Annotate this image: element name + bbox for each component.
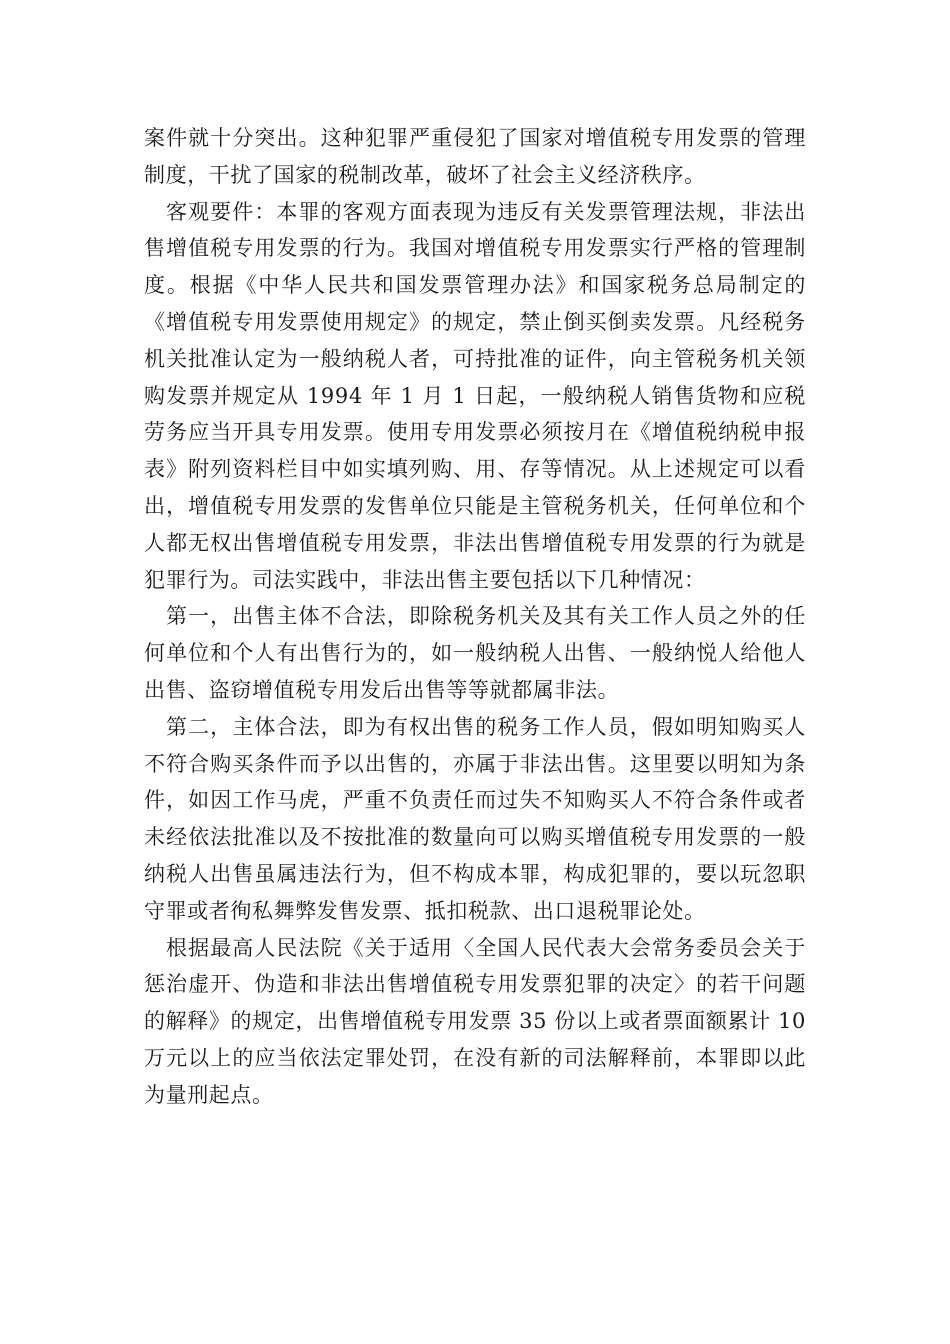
paragraph-first-case: 第一，出售主体不合法，即除税务机关及其有关工作人员之外的任何单位和个人有出售行为的，如一般纳税人出售、一般纳悦人给他人出售、盗窃增值税专用发后出售等等就都属非法。	[144, 604, 806, 702]
paragraph-continuation: 案件就十分突出。这种犯罪严重侵犯了国家对增值税专用发票的管理制度，干扰了国家的税制改革，破坏了社会主义经济秩序。	[144, 126, 806, 187]
document-body	[144, 120, 806, 1114]
paragraph-objective-elements: 客观要件：本罪的客观方面表现为违反有关发票管理法规，非法出售增值税专用发票的行为。我国对增值税专用发票实行严格的管理制度。根据《中华人民共和国发票管理办法》和国家税务总局制定的《增值税专用发票使用规定》的规定，禁止倒买倒卖发票。凡经税务机关批准认定为一般纳税人者，可持批准的证件，向主管税务机关领购发票并规定从 1994 年 1 月 1 日起，一般纳税人销售货物和应税劳务应当开具专用发票。使用专用发票必须按月在《增值税纳税申报表》附列资料栏目中如实填列购、用、存等情况。从上述规定可以看出，增值税专用发票的发售单位只能是主管税务机关，任何单位和个人都无权出售增值税专用发票，非法出售增值税专用发票的行为就是犯罪行为。司法实践中，非法出售主要包括以下几种情况：	[144, 199, 806, 592]
paragraph-second-case: 第二，主体合法，即为有权出售的税务工作人员，假如明知购买人不符合购买条件而予以出售的，亦属于非法出售。这里要以明知为条件，如因工作马虎，严重不负责任而过失不知购买人不符合条件或者未经依法批准以及不按批准的数量向可以购买增值税专用发票的一般纳税人出售虽属违法行为，但不构成本罪，构成犯罪的，要以玩忽职守罪或者徇私舞弊发售发票、抵扣税款、出口退税罪论处。	[144, 714, 806, 923]
paragraph-judicial-interpretation: 根据最高人民法院《关于适用〈全国人民代表大会常务委员会关于惩治虚开、伪造和非法出售增值税专用发票犯罪的决定〉的若干问题的解释》的规定，出售增值税专用发票 35 份以上或者票面额累计 10 万元以上的应当依法定罪处罚，在没有新的司法解释前，本罪即以此为量刑起点。	[144, 935, 806, 1107]
